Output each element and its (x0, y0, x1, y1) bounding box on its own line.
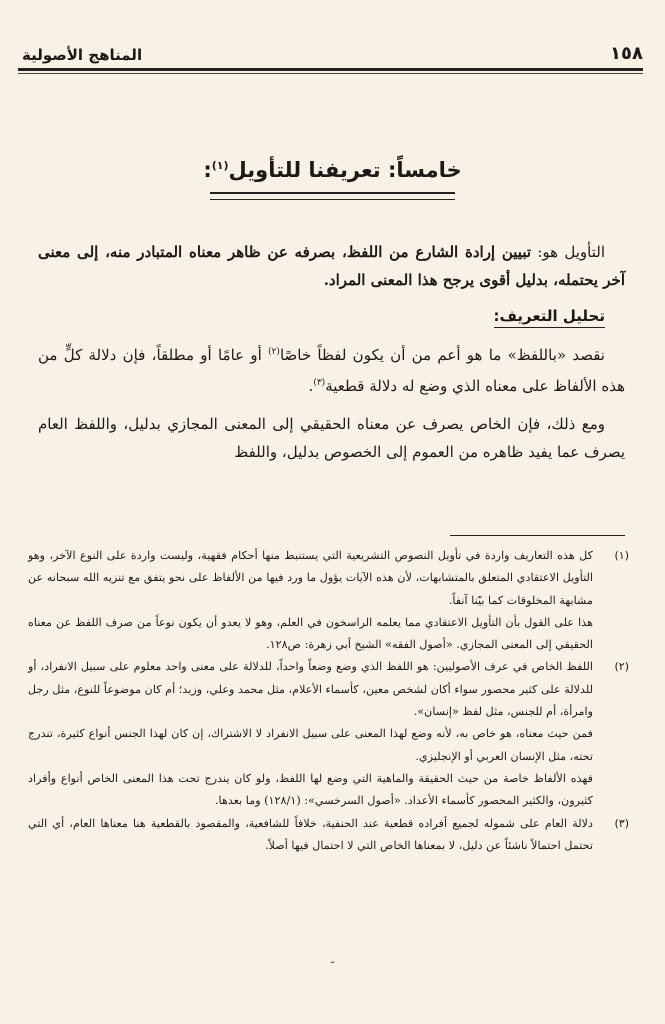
print-mark: ˘ (329, 960, 336, 974)
footnote-ref-3[interactable]: (٣) (313, 378, 326, 388)
definition-text: تبيين إرادة الشارع من اللفظ، بصرفه عن ظاهر معناه المتبادر منه، إلى معنى آخر يحتمله، بدليل أقوى يرجح هذا المعنى المراد. (38, 243, 625, 289)
section-heading-wrap (0, 158, 665, 182)
paragraph-1-part-a: نقصد «باللفظ» ما هو أعم من أن يكون لفظاً خاصًا (279, 346, 605, 364)
running-header (22, 40, 643, 64)
heading-footnote-ref[interactable]: (١) (211, 159, 229, 172)
footnote-paragraph: دلالة العام على شموله لجميع أفراده قطعية عند الحنفية، خلافاً للشافعية، والمقصود بالقطعية هنا معناها العام، أي التي تحتمل احتمالاً ناشئاً عن دليل، لا بمعناها الخاص التي لا احتمال فيها أصلاً. (28, 816, 593, 852)
analysis-heading (38, 302, 605, 330)
paragraph-2: ومع ذلك، فإن الخاص يصرف عن معناه الحقيقي إلى المعنى المجازي بدليل، واللفظ العام يصرف عما يفيد ظاهره من العموم إلى الخصوص بدليل، واللفظ (38, 415, 625, 461)
footnote-number: (٣) (614, 816, 629, 830)
footnote-number: (١) (614, 549, 629, 562)
footnote-paragraph: فهذه الألفاظ خاصة من حيث الحقيقة والماهية التي وضع لها اللفظ، ولو كان يندرج تحت هذا المعنى الخاص أنواع وأفراد كثيرون، والكثير المحصور كأسماء الأعداد. «أصول السرخسي»: (١٢٨/١) وما بعدها. (28, 771, 593, 808)
header-rule-thin (18, 73, 643, 74)
main-text (38, 238, 625, 476)
footnote-number: (٢) (614, 660, 629, 674)
footnote-paragraph: فمن حيث معناه، هو خاص به، لأنه وضع لهذا المعنى على سبيل الانفراد لا الاشتراك، إن كان لهذا الجنس أنواع كثيرة، تندرج تحته، مثل الإنسان العربي أو الإنجليزي. (28, 727, 593, 763)
paragraph-1-part-c: . (308, 377, 314, 395)
analysis-heading-text: تحليل التعريف: (494, 307, 606, 328)
heading-underline (210, 192, 455, 200)
footnote-ref-2[interactable]: (٢) (268, 347, 280, 357)
section-heading-text: خامساً: تعريفنا للتأويل (228, 158, 462, 182)
definition-lead: التأويل هو: (531, 243, 605, 261)
heading-colon: : (203, 158, 212, 182)
footnotes (28, 545, 629, 857)
footnote-2 (28, 656, 629, 812)
footnote-3 (28, 813, 629, 858)
footnote-paragraph: اللفظ الخاص في عرف الأصوليين: هو اللفظ الذي وضع وضعاً واحداً، للدلالة على معنى واحد معلوم على سبيل الانفراد، أو للدلالة على كثير محصور سواء أكان لشخص معين، كأسماء الأعلام، مثل محمد وعلي، وزيد؛ أم كان موضوعاً للنوع، مثل رجل وامرأة، أم للجنس، مثل لفظ «إنسان». (28, 660, 593, 719)
section-heading (197, 158, 467, 182)
paragraph-1-part-b: أو عامًا أو مطلقاً، فإن دلالة كلٍّ من هذه الألفاظ على معناه الذي وضع له دلالة قطعية (38, 346, 625, 395)
footnote-body (28, 656, 593, 812)
footnote-paragraph: هذا على القول بأن التأويل الاعتقادي مما يعلمه الراسخون في العلم، وهو لا يعدو أن يكون نوعاً من صرف اللفظ عن معناه الحقيقي إلى المعنى المجازي. «أصول الفقه» الشيخ أبي زهرة: ص١٢٨. (28, 615, 593, 652)
footnote-body (28, 813, 593, 858)
footnote-1 (28, 545, 629, 656)
paragraph-1 (38, 338, 625, 400)
footnote-separator (450, 535, 625, 536)
definition-paragraph (38, 238, 625, 294)
header-rule (18, 68, 643, 71)
page-number: ١٥٨ (610, 43, 643, 64)
footnote-paragraph: كل هذه التعاريف واردة في تأويل النصوص التشريعية التي يستنبط منها أحكام فقهية، وليست واردة على النوع الآخر، وهو التأويل الاعتقادي المتعلق بالمتشابهات، لأن هذه الآيات يؤول ما ورد فيها من الألفاظ على نحو يتفق مع تنزيه الله سبحانه عن مشابهة المخلوقات كما بيّنا آنفاً. (28, 549, 593, 607)
book-title: المناهج الأصولية (22, 46, 143, 64)
footnote-body (28, 545, 593, 656)
